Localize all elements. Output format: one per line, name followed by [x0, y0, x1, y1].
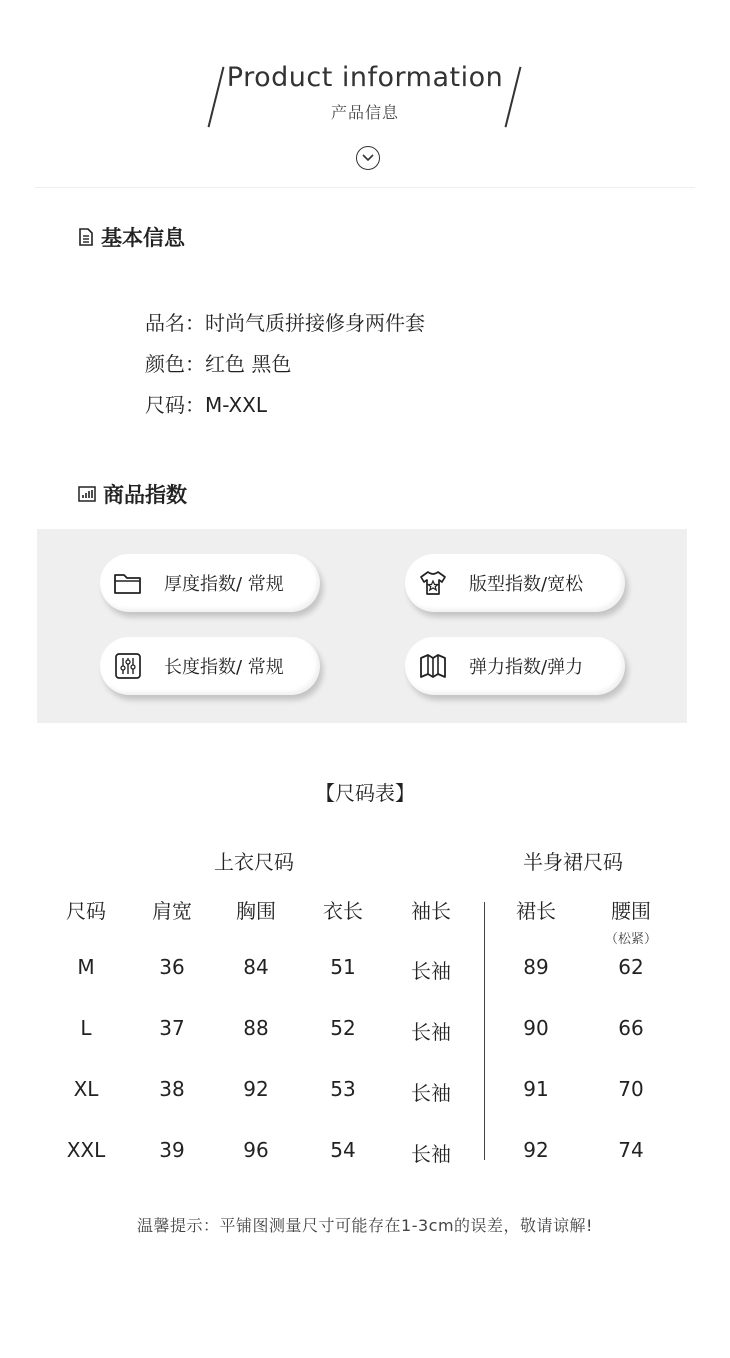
chevron-down-icon	[356, 146, 380, 170]
basic-info-heading	[78, 222, 185, 252]
col-head-sleeve: 袖长	[411, 899, 451, 923]
cell-size: XL	[73, 1077, 99, 1101]
table-divider	[484, 902, 485, 1160]
cell-shoulder: 39	[159, 1138, 185, 1162]
group-heading-skirt: 半身裙尺码	[523, 850, 623, 874]
col-head-shoulder: 肩宽	[152, 899, 192, 923]
product-index-title: 商品指数	[103, 483, 187, 507]
index-pill-elasticity	[405, 637, 625, 695]
cell-waist: 70	[618, 1077, 644, 1101]
cell-skirt-length: 92	[523, 1138, 549, 1162]
page-subtitle: 产品信息	[330, 103, 399, 122]
col-head-bust: 胸围	[236, 899, 276, 923]
index-label-elasticity: 弹力指数/弹力	[469, 657, 584, 678]
slider-icon	[106, 644, 150, 688]
cell-shoulder: 36	[159, 955, 185, 979]
cell-bust: 96	[243, 1138, 269, 1162]
size-chart-title: 【尺码表】	[315, 781, 415, 805]
cell-waist: 66	[618, 1016, 644, 1040]
tshirt-icon	[411, 561, 455, 605]
cell-skirt-length: 89	[523, 955, 549, 979]
cell-length: 53	[330, 1077, 356, 1101]
folder-icon	[106, 561, 150, 605]
waist-note: （松紧）	[604, 932, 657, 947]
product-index-heading	[78, 479, 187, 509]
cell-bust: 84	[243, 955, 269, 979]
basic-info-list	[145, 309, 425, 432]
header-divider	[35, 187, 695, 188]
group-heading-top: 上衣尺码	[214, 850, 294, 874]
cell-size: M	[77, 955, 95, 979]
cell-sleeve: 长袖	[411, 1081, 451, 1105]
cell-waist: 74	[618, 1138, 644, 1162]
index-label-length: 长度指数/ 常规	[164, 657, 284, 678]
index-label-thickness: 厚度指数/ 常规	[164, 574, 284, 595]
info-row-color: 颜色：红色 黑色	[145, 352, 292, 376]
cell-size: XXL	[66, 1138, 106, 1162]
cell-size: L	[80, 1016, 92, 1040]
index-pill-length	[100, 637, 320, 695]
bar-chart-icon	[78, 486, 96, 502]
cell-length: 51	[330, 955, 356, 979]
map-icon	[411, 644, 455, 688]
col-head-waist: 腰围	[611, 899, 651, 923]
col-head-skirt-length: 裙长	[516, 899, 556, 923]
cell-skirt-length: 90	[523, 1016, 549, 1040]
cell-skirt-length: 91	[523, 1077, 549, 1101]
cell-length: 52	[330, 1016, 356, 1040]
cell-bust: 88	[243, 1016, 269, 1040]
measurement-tip: 温馨提示：平铺图测量尺寸可能存在1-3cm的误差，敬请谅解!	[137, 1216, 593, 1235]
document-icon	[78, 228, 94, 246]
cell-waist: 62	[618, 955, 644, 979]
col-head-length: 衣长	[323, 899, 363, 923]
cell-sleeve: 长袖	[411, 959, 451, 983]
index-pill-thickness	[100, 554, 320, 612]
index-label-fit: 版型指数/宽松	[469, 574, 584, 595]
cell-shoulder: 37	[159, 1016, 185, 1040]
info-row-name: 品名：时尚气质拼接修身两件套	[145, 311, 425, 335]
info-row-size: 尺码：M-XXL	[145, 393, 268, 417]
index-pill-fit	[405, 554, 625, 612]
col-head-size: 尺码	[66, 899, 106, 923]
cell-sleeve: 长袖	[411, 1020, 451, 1044]
cell-sleeve: 长袖	[411, 1142, 451, 1166]
basic-info-title: 基本信息	[101, 226, 185, 250]
product-index-panel	[37, 529, 687, 723]
cell-bust: 92	[243, 1077, 269, 1101]
cell-length: 54	[330, 1138, 356, 1162]
page-title: Product information	[226, 62, 504, 93]
cell-shoulder: 38	[159, 1077, 185, 1101]
